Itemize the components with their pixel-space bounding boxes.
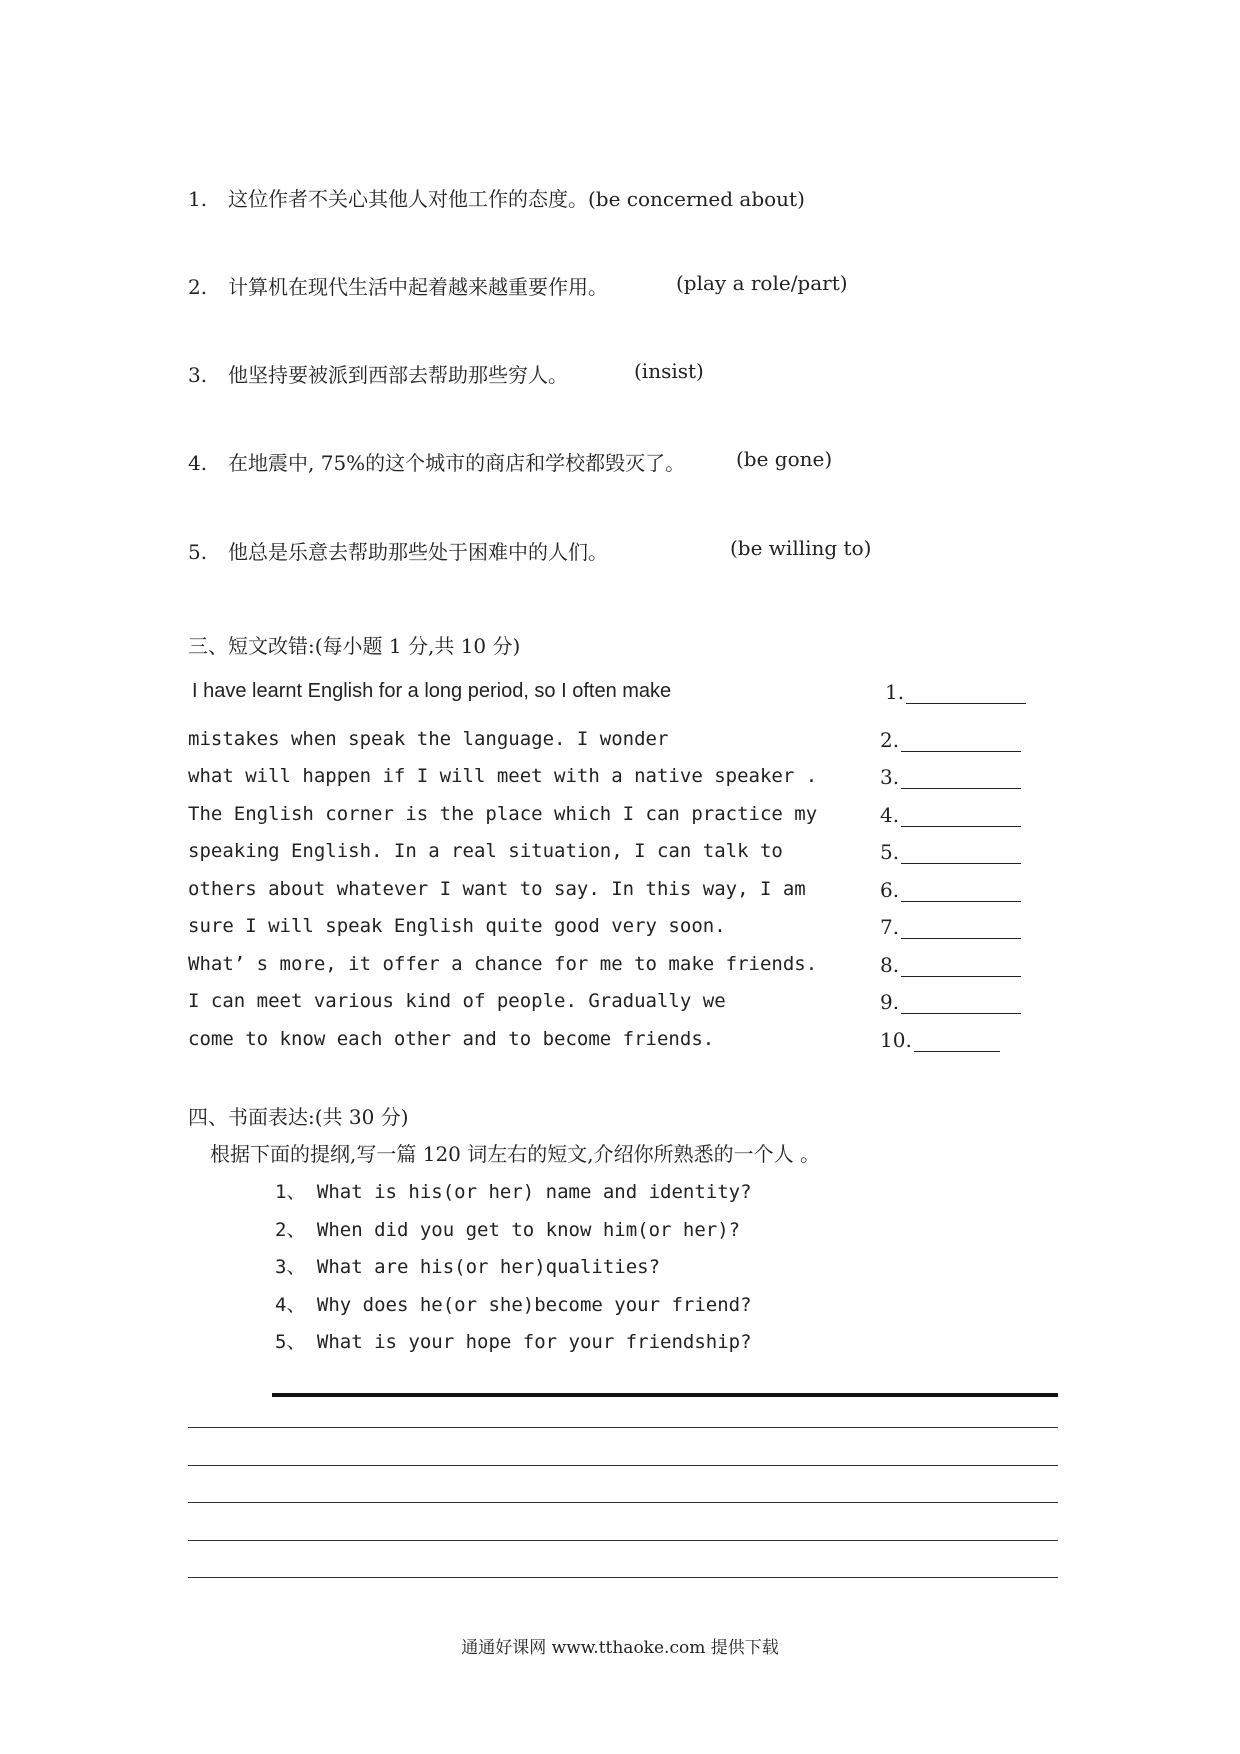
blank-number: 6. [880, 878, 900, 902]
item-text: 他总是乐意去帮助那些处于困难中的人们。 [228, 540, 608, 564]
passage-line: What’ s more, it offer a chance for me to make friends. [188, 953, 818, 975]
passage-line: I have learnt English for a long period, so I often make [192, 680, 672, 702]
passage-line: others about whatever I want to say. In this way, I am [188, 878, 806, 900]
blank-number: 8. [880, 953, 900, 977]
writing-line[interactable] [188, 1427, 1058, 1428]
item-number: 1. [188, 187, 208, 211]
item-hint: (be willing to) [730, 536, 872, 560]
passage-line: what will happen if I will meet with a native speaker . [188, 765, 818, 787]
translation-item [188, 359, 888, 388]
answer-blank[interactable] [885, 680, 1026, 704]
page-footer: 通通好课网 www.tthaoke.com 提供下载 [461, 1638, 779, 1658]
item-text: 在地震中, 75%的这个城市的商店和学校都毁灭了。 [228, 451, 686, 475]
translation-item [188, 183, 805, 212]
passage-line: come to know each other and to become friends. [188, 1028, 715, 1050]
translation-item [188, 447, 888, 476]
passage-line: I can meet various kind of people. Gradually we [188, 990, 726, 1012]
item-number: 2. [188, 275, 208, 299]
outline-item: 1、 What is his(or her) name and identity? [275, 1181, 752, 1203]
translation-item [188, 536, 888, 565]
answer-blank[interactable] [880, 878, 1021, 902]
writing-line[interactable] [188, 1577, 1058, 1578]
item-text: 计算机在现代生活中起着越来越重要作用。 [228, 275, 608, 299]
writing-line[interactable] [188, 1502, 1058, 1503]
outline-item: 3、 What are his(or her)qualities? [275, 1256, 661, 1278]
passage-line: mistakes when speak the language. I wonder [188, 728, 669, 750]
section4-instruction: 根据下面的提纲,写一篇 120 词左右的短文,介绍你所熟悉的一个人 。 [210, 1142, 820, 1166]
blank-number: 5. [880, 840, 900, 864]
blank-number: 3. [880, 765, 900, 789]
blank-number: 10. [880, 1028, 912, 1052]
outline-item: 2、 When did you get to know him(or her)? [275, 1219, 741, 1241]
item-number: 4. [188, 451, 208, 475]
writing-line-heavy [272, 1393, 1058, 1397]
blank-number: 4. [880, 803, 900, 827]
blank-number: 9. [880, 990, 900, 1014]
translation-item [188, 271, 888, 300]
section3-heading: 三、短文改错:(每小题 1 分,共 10 分) [188, 634, 521, 658]
item-hint: (be gone) [736, 447, 833, 471]
section4-heading: 四、书面表达:(共 30 分) [188, 1105, 409, 1129]
answer-blank[interactable] [880, 1028, 1000, 1052]
answer-blank[interactable] [880, 803, 1021, 827]
answer-blank[interactable] [880, 765, 1021, 789]
answer-blank[interactable] [880, 728, 1021, 752]
outline-item: 4、 Why does he(or she)become your friend? [275, 1294, 752, 1316]
outline-item: 5、 What is your hope for your friendship? [275, 1331, 752, 1353]
answer-blank[interactable] [880, 953, 1021, 977]
blank-number: 1. [885, 680, 905, 704]
blank-number: 7. [880, 915, 900, 939]
item-text: 他坚持要被派到西部去帮助那些穷人。 [228, 363, 568, 387]
writing-line[interactable] [188, 1465, 1058, 1466]
passage-line: The English corner is the place which I can practice my [188, 803, 818, 825]
item-number: 5. [188, 540, 208, 564]
answer-blank[interactable] [880, 840, 1021, 864]
answer-blank[interactable] [880, 915, 1021, 939]
item-number: 3. [188, 363, 208, 387]
passage-line: sure I will speak English quite good very soon. [188, 915, 726, 937]
item-hint: (play a role/part) [676, 271, 848, 295]
answer-blank[interactable] [880, 990, 1021, 1014]
item-text: 这位作者不关心其他人对他工作的态度。(be concerned about) [228, 187, 805, 211]
item-hint: (insist) [634, 359, 704, 383]
passage-line: speaking English. In a real situation, I can talk to [188, 840, 783, 862]
blank-number: 2. [880, 728, 900, 752]
writing-line[interactable] [188, 1540, 1058, 1541]
